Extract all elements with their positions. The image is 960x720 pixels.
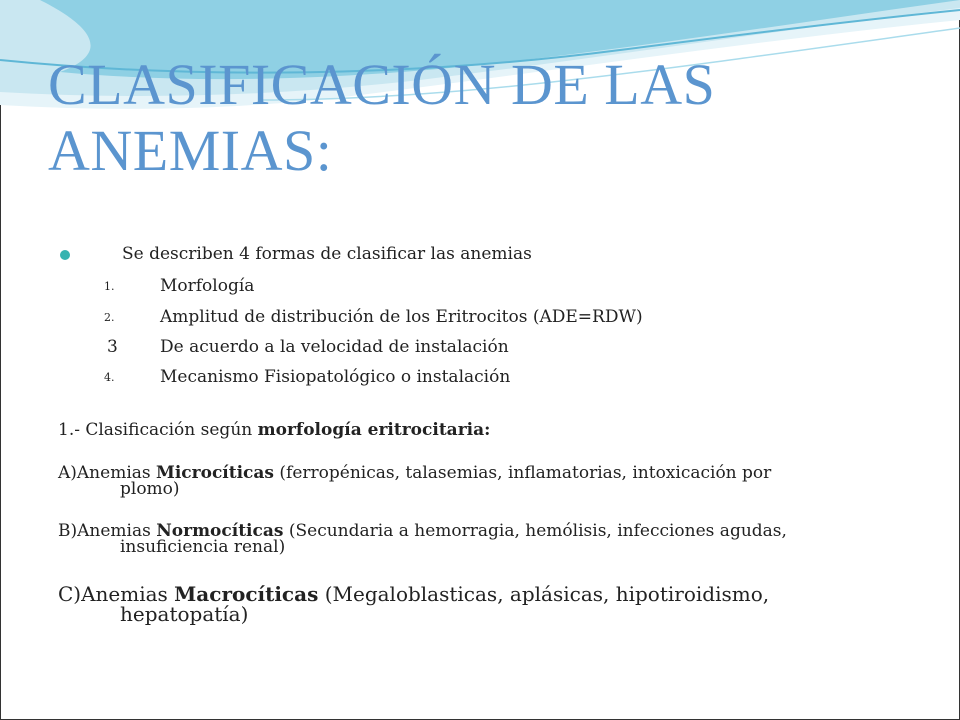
item-prefix: C)Anemias — [58, 582, 175, 606]
item-prefix: B)Anemias — [58, 521, 157, 541]
section-heading — [58, 420, 898, 440]
bullet-text: Se describen 4 formas de clasificar las anemias — [122, 244, 532, 264]
item-bold: Normocíticas — [156, 521, 284, 541]
item-continuation: insuficiencia renal) — [120, 537, 286, 557]
classification-item — [58, 521, 898, 557]
section-prefix: 1.- Clasificación según — [58, 420, 258, 440]
list-item-text: Mecanismo Fisiopatológico o instalación — [160, 367, 511, 387]
item-rest: (Megaloblasticas, aplásicas, hipotiroidismo, — [318, 582, 770, 606]
item-bold: Microcíticas — [156, 463, 274, 483]
list-item-text: Morfología — [160, 276, 255, 296]
classification-item — [58, 582, 898, 626]
list-item-number: 2. — [104, 311, 115, 324]
item-bold: Macrocíticas — [174, 582, 319, 606]
item-rest: (ferropénicas, talasemias, inflamatorias, intoxicación por — [274, 463, 772, 483]
item-continuation: plomo) — [120, 479, 180, 499]
section-bold: morfología eritrocitaria: — [257, 420, 491, 440]
classification-item — [58, 463, 898, 499]
item-continuation: hepatopatía) — [120, 602, 249, 626]
page-title — [48, 52, 908, 184]
list-item-text: Amplitud de distribución de los Eritrocitos (ADE=RDW) — [160, 307, 643, 327]
title-line-2: ANEMIAS: — [48, 118, 333, 183]
title-line-1: CLASIFICACIÓN DE LAS — [48, 52, 716, 117]
bullet-dot-icon — [60, 250, 70, 260]
list-item-text: De acuerdo a la velocidad de instalación — [160, 337, 509, 357]
list-item-number: 4. — [104, 371, 115, 384]
item-rest: (Secundaria a hemorragia, hemólisis, infecciones agudas, — [283, 521, 787, 541]
list-item-number: 3 — [107, 337, 118, 357]
list-item-number: 1. — [104, 280, 115, 293]
item-prefix: A)Anemias — [58, 463, 157, 483]
